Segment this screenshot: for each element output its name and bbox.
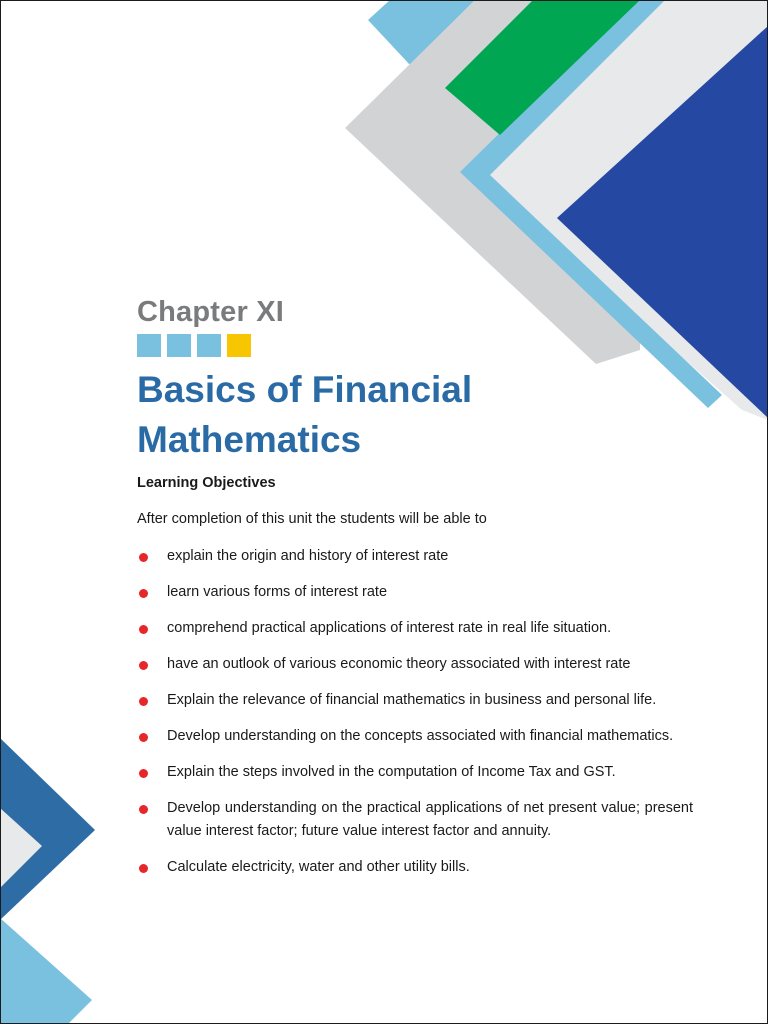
list-item-text: comprehend practical applications of interest rate in real life situation.	[167, 620, 612, 636]
list-item	[137, 617, 693, 640]
list-item	[137, 653, 693, 676]
list-item-text: explain the origin and history of interest rate	[167, 548, 449, 564]
list-item-text: Explain the relevance of financial mathematics in business and personal life.	[167, 692, 657, 708]
list-item	[137, 545, 693, 568]
bullet-icon	[139, 769, 148, 778]
list-item-text: Develop understanding on the concepts associated with financial mathematics.	[167, 728, 674, 744]
bullet-icon	[139, 589, 148, 598]
list-item-text: learn various forms of interest rate	[167, 584, 388, 600]
light-blue-chevron	[0, 918, 92, 1024]
list-item-text: Develop understanding on the practical applications of net present value; present value interest factor; future value interest factor and annuity.	[167, 800, 693, 839]
bullet-icon	[139, 697, 148, 706]
color-square-accent	[227, 334, 251, 357]
bullet-icon	[139, 553, 148, 562]
list-item	[137, 797, 693, 843]
bullet-icon	[139, 864, 148, 873]
learning-objectives-heading: Learning Objectives	[137, 475, 276, 491]
list-item	[137, 856, 693, 879]
chapter-label: Chapter XI	[137, 296, 285, 328]
color-square	[197, 334, 221, 357]
bullet-icon	[139, 733, 148, 742]
list-item	[137, 689, 693, 712]
list-item	[137, 725, 693, 748]
list-item	[137, 581, 693, 604]
list-item	[137, 761, 693, 784]
page-title: Basics of Financial Mathematics	[137, 369, 473, 460]
color-square	[167, 334, 191, 357]
color-square	[137, 334, 161, 357]
intro-text: After completion of this unit the students will be able to	[137, 511, 487, 527]
list-item-text: Calculate electricity, water and other utility bills.	[167, 859, 470, 875]
chapter-color-squares	[137, 334, 251, 357]
bullet-icon	[139, 661, 148, 670]
bullet-icon	[139, 805, 148, 814]
list-item-text: have an outlook of various economic theory associated with interest rate	[167, 656, 631, 672]
objectives-list	[137, 545, 693, 892]
list-item-text: Explain the steps involved in the computation of Income Tax and GST.	[167, 764, 616, 780]
bullet-icon	[139, 625, 148, 634]
